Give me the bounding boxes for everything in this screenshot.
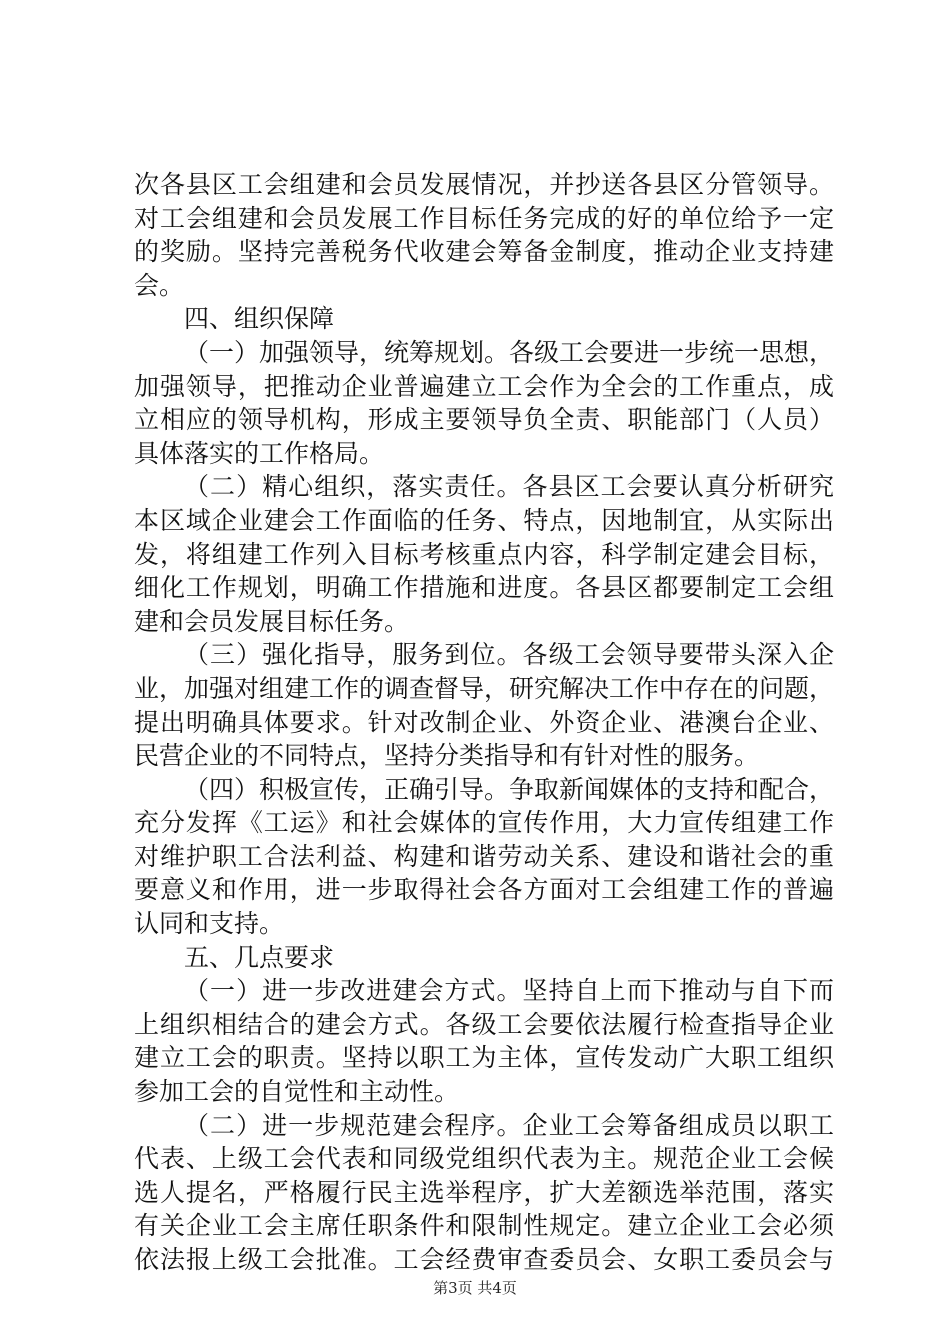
text-line: 选人提名，严格履行民主选举程序，扩大差额选举范围，落实 [134, 1177, 834, 1207]
text-line: 次各县区工会组建和会员发展情况，并抄送各县区分管领导。 [134, 170, 834, 199]
text-line: 的奖励。坚持完善税务代收建会筹备金制度，推动企业支持建 [134, 237, 834, 267]
text-line: 充分发挥《工运》和社会媒体的宣传作用，大力宣传组建工作 [134, 808, 834, 838]
text-line: 会。 [134, 270, 185, 300]
text-line: （三）强化指导，服务到位。各级工会领导要带头深入企 [184, 640, 834, 670]
text-line: （一）进一步改进建会方式。坚持自上而下推动与自下而 [184, 976, 834, 1006]
text-line: 加强领导，把推动企业普遍建立工会作为全会的工作重点，成 [134, 371, 834, 401]
text-line: （四）积极宣传，正确引导。争取新闻媒体的支持和配合， [184, 774, 834, 804]
text-line: 立相应的领导机构，形成主要领导负全责、职能部门（人员） [134, 405, 834, 435]
text-line: （二）进一步规范建会程序。企业工会筹备组成员以职工 [184, 1110, 834, 1140]
text-line: 认同和支持。 [134, 909, 285, 939]
text-line: 有关企业工会主席任职条件和限制性规定。建立企业工会必须 [134, 1211, 834, 1241]
text-line: 建立工会的职责。坚持以职工为主体，宣传发动广大职工组织 [134, 1043, 834, 1073]
text-line: 发，将组建工作列入目标考核重点内容，科学制定建会目标， [134, 539, 834, 569]
text-line: 细化工作规划，明确工作措施和进度。各县区都要制定工会组 [134, 573, 834, 603]
text-line: 民营企业的不同特点，坚持分类指导和有针对性的服务。 [134, 741, 760, 771]
text-line: （二）精心组织，落实责任。各县区工会要认真分析研究 [184, 472, 834, 502]
text-line: 对维护职工合法利益、构建和谐劳动关系、建设和谐社会的重 [134, 841, 834, 871]
text-line: 提出明确具体要求。针对改制企业、外资企业、港澳台企业、 [134, 707, 834, 737]
text-line: 对工会组建和会员发展工作目标任务完成的好的单位给予一定 [134, 203, 834, 233]
text-line: 本区域企业建会工作面临的任务、特点，因地制宜，从实际出 [134, 505, 834, 535]
text-line: 要意义和作用，进一步取得社会各方面对工会组建工作的普遍 [134, 875, 834, 905]
page-footer: 第3页 共4页 [433, 1279, 517, 1297]
text-line: 建和会员发展目标任务。 [134, 606, 410, 636]
text-line: （一）加强领导，统筹规划。各级工会要进一步统一思想， [184, 337, 834, 367]
text-line: 上组织相结合的建会方式。各级工会要依法履行检查指导企业 [134, 1009, 834, 1039]
document-body [134, 168, 834, 1277]
text-line: 依法报上级工会批准。工会经费审查委员会、女职工委员会与 [134, 1245, 834, 1274]
text-line: 业，加强对组建工作的调查督导，研究解决工作中存在的问题， [134, 673, 834, 703]
text-line: 五、几点要求 [184, 942, 335, 972]
text-line: 参加工会的自觉性和主动性。 [134, 1077, 460, 1107]
text-line: 具体落实的工作格局。 [134, 438, 385, 468]
text-line: 四、组织保障 [184, 304, 335, 334]
text-line: 代表、上级工会代表和同级党组织代表为主。规范企业工会候 [134, 1144, 834, 1174]
